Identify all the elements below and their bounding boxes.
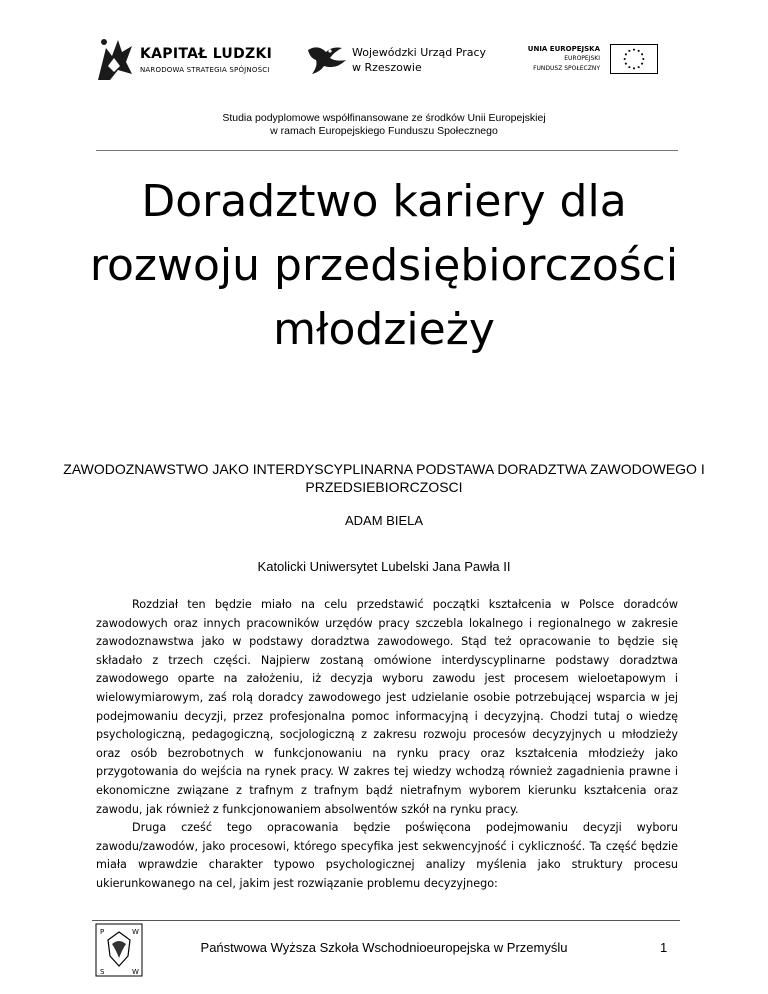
author-affiliation: Katolicki Uniwersytet Lubelski Jana Pawła II [257,559,511,574]
kapital-ludzki-title: KAPITAŁ LUDZKI [140,46,273,62]
crest-letter-p: P [100,928,105,936]
header-divider [96,150,678,151]
footer-institution: Państwowa Wyższa Szkoła Wschodnioeuropejska w Przemyślu [200,940,568,955]
eu-logo-line2: EUROPEJSKI [564,55,600,62]
document-body [96,596,678,894]
wup-name-line1: Wojewódzki Urząd Pracy [352,46,487,59]
header-logos [0,28,768,88]
footer-divider [92,920,680,921]
author-name: ADAM BIELA [344,513,424,528]
crest-letter-w2: W [132,968,139,976]
eu-logo-line3: FUNDUSZ SPOŁECZNY [533,65,600,72]
document-title: Doradztwo kariery dla rozwoju przedsiębiorczości młodzieży [89,176,679,355]
cofinance-line1: Studia podyplomowe współfinansowane ze środków Unii Europejskiej [222,112,546,124]
kapital-ludzki-subtitle: NARODOWA STRATEGIA SPÓJNOŚCI [140,66,270,74]
section-title: ZAWODOZNAWSTWO JAKO INTERDYSCYPLINARNA PODSTAWA DORADZTWA ZAWODOWEGO I PRZEDSIEBIORCZOSCI [63,461,705,495]
wup-rzeszow-logo [306,42,506,82]
crest-letter-s: S [100,968,105,976]
page-number: 1 [660,940,668,955]
eu-logo-text [528,44,600,74]
body-paragraph: Druga cześć tego opracowania będzie poświęcona podejmowaniu decyzji wyboru zawodu/zawodów, jako procesowi, którego specyfika jest sekwencyjność i cykliczność. Ta część będzie miała wprawdzie charakter typowo psychologicznej analizy myślenia jako struktury procesu ukierunkowanego na cel, jakim jest rozwiązanie problemu decyzyjnego: [96,821,678,890]
eu-logo [527,42,676,90]
crest-letter-w1: W [132,928,139,936]
cofinance-note [0,112,768,138]
cofinance-line2: w ramach Europejskiego Funduszu Społecznego [270,125,498,137]
eu-flag-icon [610,44,658,74]
kapital-ludzki-logo [96,36,276,86]
bird-icon [306,42,348,76]
wup-name-line2: w Rzeszowie [352,61,422,74]
kapital-ludzki-emblem-icon [96,36,134,82]
eu-logo-line1: UNIA EUROPEJSKA [527,45,600,53]
body-paragraph: Rozdział ten będzie miało na celu przedstawić początki kształcenia w Polsce doradców zawodowych oraz innych pracowników urzędów pracy szczebla lokalnego i regionalnego w zakresie zawodoznawstwa jako w podstawy doradztwa zawodowego. Stąd też opracowanie to będzie się składało z trzech części. Najpierw zostaną omówione interdyscyplinarne podstawy doradztwa zawodowego oparte na założeniu, iż decyzja wyboru zawodu jest procesem wieloetapowym i wielowymiarowym, zaś rolą doradcy zawodowego jest udzielanie osobie potrzebującej wsparcia w jej podejmowaniu decyzji, przez profesjonalna pomoc informacyjną i decyzyjną. Chodzi tutaj o wiedzę psychologiczną, pedagogiczną, socjologiczną z zakresu rozwoju procesów decyzyjnych u młodzieży oraz osób bezrobotnych w funkcjonowaniu na rynku pracy oraz kształcenia młodzieży jako przygotowania do wejścia na rynek pracy. W zakres tej wiedzy wchodzą również zagadnienia prawne i ekonomiczne związane z trafnym z trafnym bądź nietrafnym wyborem kierunku kształcenia oraz zawodu, jak również z funkcjonowaniem absolwentów szkół na rynku pracy. [96,598,678,816]
